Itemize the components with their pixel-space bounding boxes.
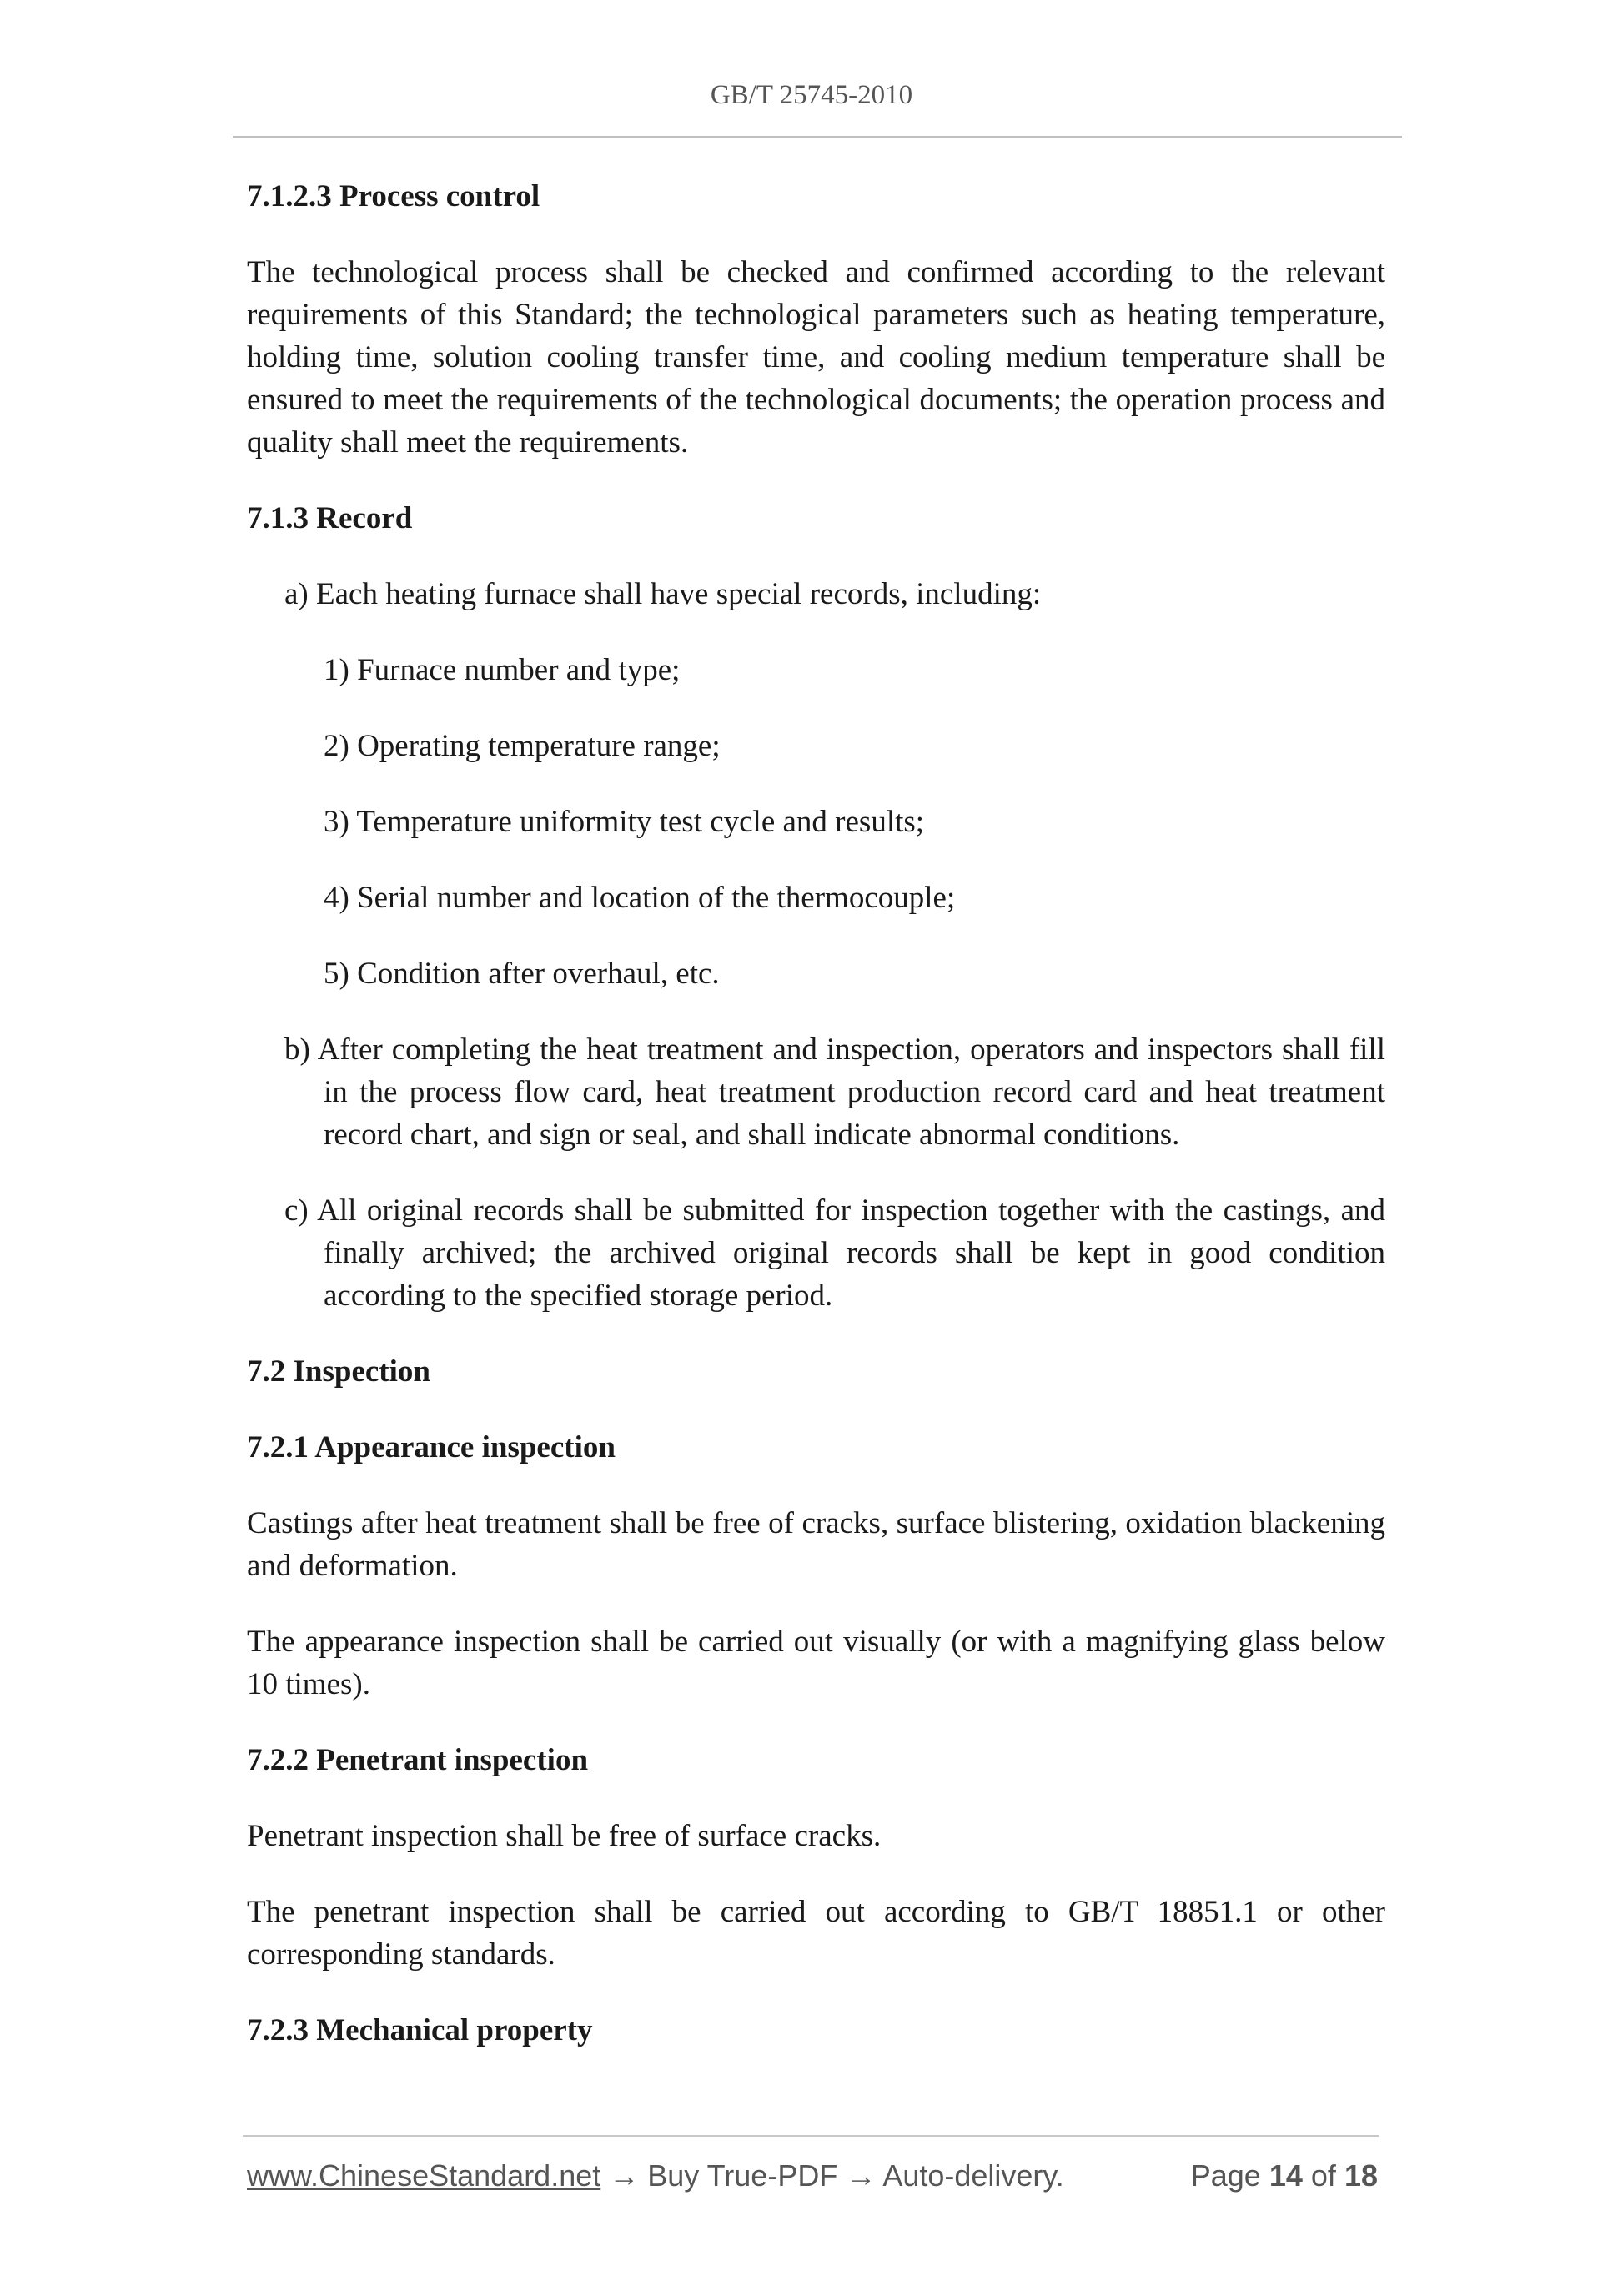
of-label: of [1310,2158,1336,2193]
list-subitem-2: 2) Operating temperature range; [324,729,721,763]
paragraph-appearance-1: Castings after heat treatment shall be free of cracks, surface blistering, oxidation blackening and deformation. [247,1506,1385,1583]
list-item-a: a) Each heating furnace shall have special records, including: [284,577,1042,611]
paragraph-appearance-2: The appearance inspection shall be carried out visually (or with a magnifying glass below 10 times). [247,1625,1385,1701]
paragraph-penetrant-2: The penetrant inspection shall be carried out according to GB/T 18851.1 or other corresponding standards. [247,1895,1385,1972]
page-total: 18 [1344,2158,1378,2193]
heading-7-2-1: 7.2.1 Appearance inspection [247,1430,616,1465]
page-label: Page [1190,2158,1261,2193]
list-subitem-5: 5) Condition after overhaul, etc. [324,957,720,991]
heading-7-1-3: 7.1.3 Record [247,501,413,535]
website-link[interactable]: www.ChineseStandard.net [247,2158,601,2193]
paragraph-process-control: The technological process shall be checked and confirmed according to the relevant requirements of this Standard; the technological parameters such as heating temperature, holding time, solution cooling transfer time, and cooling medium temperature shall be ensured to meet the requirements of the technological documents; the operation process and quality shall meet the requirements. [247,255,1385,460]
paragraph-penetrant-1: Penetrant inspection shall be free of surface cracks. [247,1819,882,1853]
heading-7-1-2-3: 7.1.2.3 Process control [247,179,540,214]
page-current: 14 [1269,2158,1303,2193]
heading-7-2: 7.2 Inspection [247,1354,430,1389]
footer-promo [247,2158,1064,2193]
heading-7-2-2: 7.2.2 Penetrant inspection [247,1743,589,1777]
list-item-c: c) All original records shall be submitted for inspection together with the castings, and finally archived; the archived original records shall be kept in good condition according to the specified storage period. [284,1193,1385,1313]
document-header-title: GB/T 25745-2010 [710,80,913,110]
page-indicator [1191,2158,1378,2193]
footer-tagline: → Buy True-PDF → Auto-delivery. [600,2158,1064,2193]
list-item-b: b) After completing the heat treatment and inspection, operators and inspectors shall fill in the process flow card, heat treatment production record card and heat treatment record chart, and sign or seal, and shall indicate abnormal conditions. [284,1032,1385,1152]
list-subitem-3: 3) Temperature uniformity test cycle and results; [324,805,925,839]
list-subitem-1: 1) Furnace number and type; [324,653,681,687]
footer-divider [243,2135,1379,2137]
list-subitem-4: 4) Serial number and location of the thermocouple; [324,881,956,915]
document-body [247,175,1385,2085]
header-divider [233,136,1402,138]
heading-7-2-3: 7.2.3 Mechanical property [247,2013,593,2047]
